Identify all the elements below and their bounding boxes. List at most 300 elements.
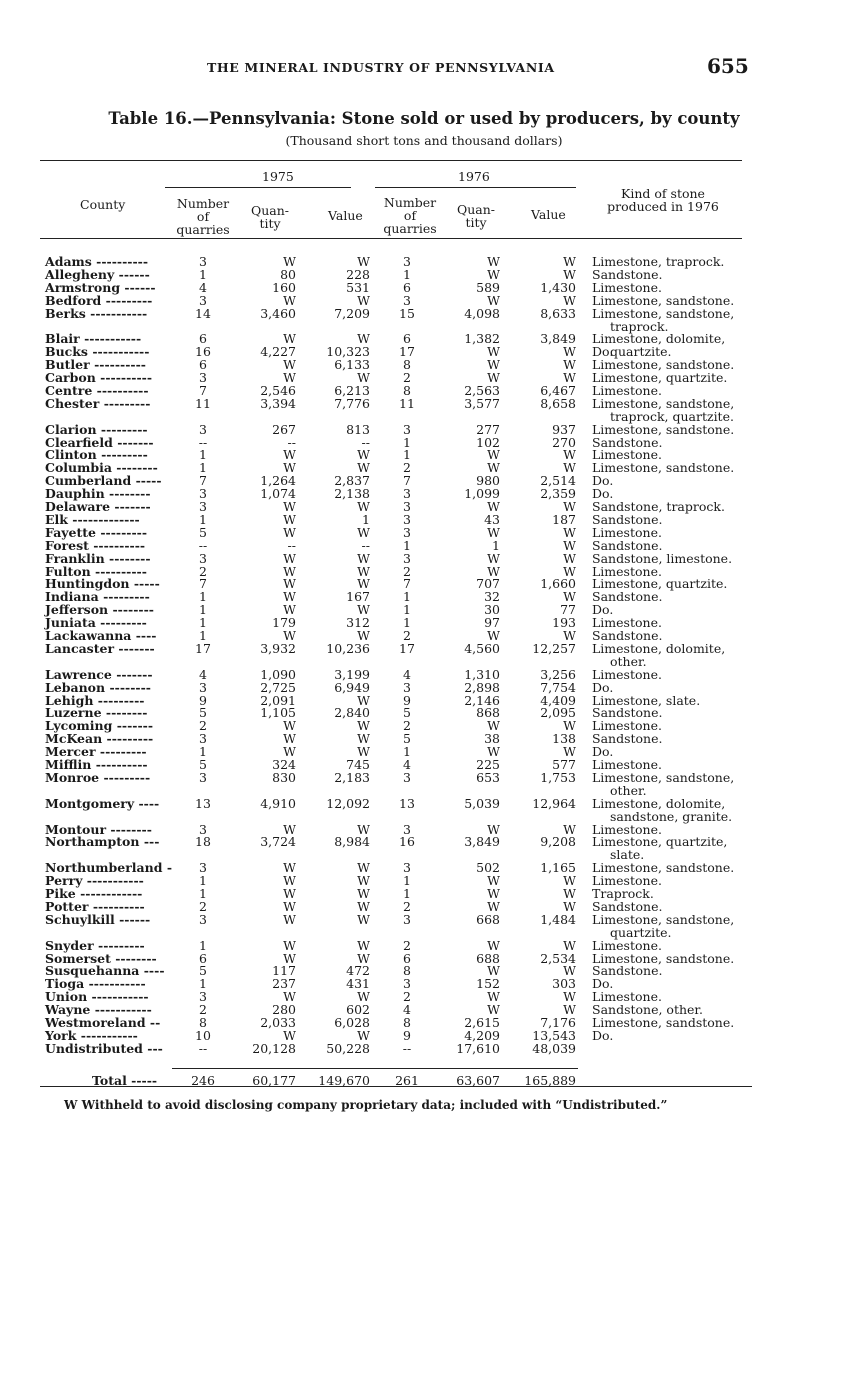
kind-cell: Limestone. — [592, 757, 662, 772]
value-1975-cell: W — [357, 628, 370, 643]
county-cell: Allegheny ------ — [45, 267, 150, 282]
county-cell: York ----------- — [45, 1028, 138, 1043]
value-1976-cell: W — [563, 963, 576, 978]
table-row — [0, 1042, 848, 1055]
kind-cell: Sandstone, other. — [592, 1002, 703, 1017]
quantity-1976-cell: 4,560 — [464, 641, 500, 656]
quarries-1976-cell: 2 — [403, 938, 411, 953]
quarries-1975-cell: 6 — [199, 951, 207, 966]
quarries-1976-cell: 1 — [403, 447, 411, 462]
value-1975-cell: 813 — [346, 422, 370, 437]
value-1975-cell: W — [357, 951, 370, 966]
value-1975-cell: W — [357, 499, 370, 514]
county-cell: Lehigh --------- — [45, 693, 145, 708]
county-cell: Forest ---------- — [45, 538, 146, 553]
value-1975-cell: W — [357, 1028, 370, 1043]
quantity-1976-cell: W — [487, 254, 500, 269]
kind-cell: Limestone, quartzite, — [592, 834, 728, 849]
value-1976-cell: W — [563, 254, 576, 269]
col-county: County — [80, 197, 126, 212]
value-1976-cell: 193 — [552, 615, 576, 630]
quarries-1976-cell: 9 — [403, 1028, 411, 1043]
county-cell: Fulton ---------- — [45, 564, 147, 579]
quantity-1975-cell: W — [283, 628, 296, 643]
quarries-1975-cell: 1 — [199, 447, 207, 462]
kind-cell: Limestone, dolomite, — [592, 641, 726, 656]
value-1976-cell: 2,359 — [540, 486, 576, 501]
county-cell: Chester --------- — [45, 396, 151, 411]
footnote: W Withheld to avoid disclosing company proprietary data; included with “Undistributed.” — [64, 1098, 668, 1112]
value-1976-cell: 303 — [552, 976, 576, 991]
quarries-1976-cell: 17 — [399, 641, 415, 656]
quantity-1975-cell: -- — [287, 538, 296, 553]
value-1976-cell: W — [563, 938, 576, 953]
quantity-1976-cell: 102 — [476, 435, 500, 450]
quantity-1976-cell: W — [487, 551, 500, 566]
table-row — [0, 306, 848, 334]
quantity-1975-cell: W — [283, 899, 296, 914]
quantity-1976-cell: 668 — [476, 912, 500, 927]
quantity-1976-cell: W — [487, 447, 500, 462]
rule-1976 — [375, 187, 576, 188]
value-1975-cell: 167 — [346, 589, 370, 604]
quantity-1975-cell: -- — [287, 435, 296, 450]
quantity-1975-cell: 117 — [272, 963, 296, 978]
county-cell: Northampton --- — [45, 834, 160, 849]
quarries-1975-cell: 1 — [199, 267, 207, 282]
quarries-1975-cell: 3 — [199, 989, 207, 1004]
quarries-1975-cell: 1 — [199, 873, 207, 888]
quantity-1976-cell: 38 — [484, 731, 500, 746]
kind-cell: Limestone. — [592, 667, 662, 682]
quarries-1976-cell: 3 — [403, 422, 411, 437]
value-1976-cell: 77 — [560, 602, 576, 617]
county-cell: Cumberland ----- — [45, 473, 162, 488]
kind-cell: Sandstone. — [592, 628, 663, 643]
quantity-1976-cell: 980 — [476, 473, 500, 488]
value-1975-cell: 6,949 — [334, 680, 370, 695]
county-cell: Butler ---------- — [45, 357, 146, 372]
quantity-1976-cell: W — [487, 267, 500, 282]
table-row — [0, 396, 848, 424]
value-1975-cell: 6,213 — [334, 383, 370, 398]
quantity-1975-cell: W — [283, 499, 296, 514]
quarries-1975-cell: 3 — [199, 822, 207, 837]
quarries-1975-cell: 1 — [199, 744, 207, 759]
quarries-1975-cell: 11 — [195, 396, 211, 411]
value-1975-cell: 431 — [346, 976, 370, 991]
quarries-1976-cell: 3 — [403, 680, 411, 695]
value-1975-cell: 8,984 — [334, 834, 370, 849]
total-quarries-1976: 261 — [395, 1073, 419, 1088]
quarries-1976-cell: 7 — [403, 473, 411, 488]
value-1975-cell: 7,776 — [334, 396, 370, 411]
total-quarries-1975: 246 — [191, 1073, 215, 1088]
total-value-1975: 149,670 — [318, 1073, 370, 1088]
quantity-1975-cell: W — [283, 370, 296, 385]
county-cell: Lackawanna ---- — [45, 628, 157, 643]
table-row — [0, 834, 848, 862]
kind-cell: Sandstone. — [592, 435, 663, 450]
value-1976-cell: 8,633 — [540, 306, 576, 321]
quantity-1976-cell: 2,146 — [464, 693, 500, 708]
value-1975-cell: 2,840 — [334, 705, 370, 720]
quarries-1975-cell: 10 — [195, 1028, 211, 1043]
value-1975-cell: W — [357, 873, 370, 888]
value-1975-cell: 228 — [346, 267, 370, 282]
col-value-1976: Value — [531, 207, 566, 222]
kind-cell: Sandstone. — [592, 538, 663, 553]
quantity-1976-cell: 4,098 — [464, 306, 500, 321]
col-kind: Kind of stone produced in 1976 — [607, 186, 719, 214]
kind-cell: Limestone, dolomite, — [592, 796, 726, 811]
quarries-1976-cell: 3 — [403, 486, 411, 501]
county-cell: Bucks ----------- — [45, 344, 150, 359]
quantity-1975-cell: W — [283, 551, 296, 566]
quantity-1975-cell: W — [283, 512, 296, 527]
quarries-1976-cell: 2 — [403, 718, 411, 733]
quantity-1976-cell: 3,849 — [464, 834, 500, 849]
county-cell: Bedford --------- — [45, 293, 153, 308]
quantity-1975-cell: W — [283, 860, 296, 875]
kind-cell-continued: other. — [610, 783, 647, 798]
value-1976-cell: 2,095 — [540, 705, 576, 720]
value-1976-cell: 3,849 — [540, 331, 576, 346]
value-1976-cell: 270 — [552, 435, 576, 450]
quantity-1976-cell: W — [487, 370, 500, 385]
value-1975-cell: W — [357, 912, 370, 927]
quantity-1975-cell: W — [283, 938, 296, 953]
quantity-1975-cell: 2,546 — [260, 383, 296, 398]
county-cell: Carbon ---------- — [45, 370, 153, 385]
value-1976-cell: W — [563, 564, 576, 579]
quantity-1975-cell: 1,105 — [260, 705, 296, 720]
quantity-1976-cell: 17,610 — [456, 1041, 500, 1056]
quantity-1976-cell: W — [487, 1002, 500, 1017]
quantity-1976-cell: 43 — [484, 512, 500, 527]
quantity-1975-cell: W — [283, 589, 296, 604]
quantity-1975-cell: W — [283, 718, 296, 733]
quantity-1976-cell: W — [487, 989, 500, 1004]
quantity-1975-cell: 3,394 — [260, 396, 296, 411]
quantity-1976-cell: 868 — [476, 705, 500, 720]
quantity-1975-cell: 1,074 — [260, 486, 296, 501]
kind-cell: Sandstone. — [592, 512, 663, 527]
quarries-1975-cell: 1 — [199, 938, 207, 953]
table-top-rule — [40, 160, 742, 161]
value-1976-cell: 13,543 — [532, 1028, 576, 1043]
value-1975-cell: 3,199 — [334, 667, 370, 682]
kind-cell: Do. — [592, 473, 614, 488]
value-1976-cell: W — [563, 551, 576, 566]
table-row — [0, 641, 848, 669]
kind-cell: Limestone, quartzite. — [592, 370, 728, 385]
quantity-1975-cell: 280 — [272, 1002, 296, 1017]
value-1976-cell: 1,165 — [540, 860, 576, 875]
value-1975-cell: 6,133 — [334, 357, 370, 372]
quantity-1975-cell: W — [283, 602, 296, 617]
county-cell: Clarion --------- — [45, 422, 148, 437]
quarries-1975-cell: 1 — [199, 628, 207, 643]
value-1976-cell: W — [563, 499, 576, 514]
quantity-1976-cell: 225 — [476, 757, 500, 772]
quarries-1976-cell: 2 — [403, 989, 411, 1004]
quarries-1975-cell: 9 — [199, 693, 207, 708]
value-1975-cell: 312 — [346, 615, 370, 630]
quantity-1975-cell: 4,910 — [260, 796, 296, 811]
kind-cell-continued: traprock, quartzite. — [610, 409, 734, 424]
quantity-1976-cell: W — [487, 357, 500, 372]
quarries-1976-cell: 1 — [403, 615, 411, 630]
value-1976-cell: W — [563, 267, 576, 282]
kind-cell-continued: other. — [610, 654, 647, 669]
kind-cell: Limestone. — [592, 873, 662, 888]
quarries-1976-cell: 1 — [403, 538, 411, 553]
value-1976-cell: 1,430 — [540, 280, 576, 295]
quantity-1976-cell: W — [487, 499, 500, 514]
county-cell: Lycoming ------- — [45, 718, 154, 733]
value-1976-cell: W — [563, 873, 576, 888]
value-1975-cell: W — [357, 602, 370, 617]
quantity-1976-cell: W — [487, 938, 500, 953]
county-cell: Schuylkill ------ — [45, 912, 151, 927]
value-1976-cell: W — [563, 525, 576, 540]
quantity-1975-cell: W — [283, 822, 296, 837]
value-1976-cell: W — [563, 899, 576, 914]
value-1976-cell: W — [563, 357, 576, 372]
kind-cell: Limestone. — [592, 564, 662, 579]
value-1975-cell: W — [357, 899, 370, 914]
quantity-1976-cell: 3,577 — [464, 396, 500, 411]
value-1976-cell: W — [563, 718, 576, 733]
quarries-1976-cell: 3 — [403, 770, 411, 785]
value-1975-cell: W — [357, 576, 370, 591]
quantity-1976-cell: 30 — [484, 602, 500, 617]
quarries-1975-cell: 3 — [199, 499, 207, 514]
county-cell: Union ----------- — [45, 989, 149, 1004]
kind-cell: Limestone. — [592, 615, 662, 630]
table-row — [0, 770, 848, 798]
value-1976-cell: 138 — [552, 731, 576, 746]
quarries-1976-cell: 1 — [403, 267, 411, 282]
value-1976-cell: W — [563, 293, 576, 308]
value-1976-cell: 2,534 — [540, 951, 576, 966]
quantity-1976-cell: 97 — [484, 615, 500, 630]
quarries-1976-cell: 8 — [403, 963, 411, 978]
kind-cell: Sandstone, traprock. — [592, 499, 725, 514]
quantity-1976-cell: W — [487, 899, 500, 914]
kind-cell: Limestone. — [592, 383, 662, 398]
quantity-1975-cell: W — [283, 254, 296, 269]
value-1976-cell: 187 — [552, 512, 576, 527]
value-1975-cell: W — [357, 551, 370, 566]
quarries-1975-cell: 4 — [199, 280, 207, 295]
quantity-1975-cell: W — [283, 331, 296, 346]
quarries-1976-cell: 3 — [403, 860, 411, 875]
value-1975-cell: W — [357, 447, 370, 462]
quarries-1975-cell: 5 — [199, 757, 207, 772]
quarries-1975-cell: 1 — [199, 976, 207, 991]
quantity-1975-cell: W — [283, 293, 296, 308]
kind-cell: Sandstone. — [592, 267, 663, 282]
quarries-1975-cell: 3 — [199, 680, 207, 695]
quantity-1975-cell: W — [283, 564, 296, 579]
col-year-1975: 1975 — [262, 169, 294, 184]
value-1975-cell: 602 — [346, 1002, 370, 1017]
quantity-1975-cell: 1,090 — [260, 667, 296, 682]
kind-cell: Limestone, traprock. — [592, 254, 725, 269]
value-1975-cell: W — [357, 293, 370, 308]
quantity-1975-cell: W — [283, 744, 296, 759]
kind-cell-continued: quartzite. — [610, 925, 672, 940]
quantity-1975-cell: W — [283, 951, 296, 966]
quantity-1975-cell: W — [283, 886, 296, 901]
quarries-1976-cell: 7 — [403, 576, 411, 591]
quarries-1975-cell: 1 — [199, 589, 207, 604]
quantity-1975-cell: 3,460 — [260, 306, 296, 321]
quantity-1975-cell: 324 — [272, 757, 296, 772]
quarries-1976-cell: 1 — [403, 744, 411, 759]
kind-cell-continued: sandstone, granite. — [610, 809, 733, 824]
quantity-1975-cell: W — [283, 873, 296, 888]
quarries-1976-cell: 4 — [403, 1002, 411, 1017]
value-1975-cell: 531 — [346, 280, 370, 295]
total-label: Total ----- — [92, 1073, 158, 1088]
value-1975-cell: 12,092 — [326, 796, 370, 811]
quarries-1976-cell: 1 — [403, 435, 411, 450]
county-cell: Mifflin ---------- — [45, 757, 148, 772]
quarries-1976-cell: 8 — [403, 1015, 411, 1030]
col-quarries-1976: Number of quarries — [383, 195, 437, 236]
quantity-1976-cell: 1 — [492, 538, 500, 553]
value-1975-cell: 2,183 — [334, 770, 370, 785]
quarries-1976-cell: 3 — [403, 912, 411, 927]
quarries-1976-cell: 17 — [399, 344, 415, 359]
quarries-1976-cell: 1 — [403, 886, 411, 901]
table-title: Table 16.—Pennsylvania: Stone sold or used by producers, by county — [108, 109, 740, 128]
quantity-1976-cell: W — [487, 744, 500, 759]
quantity-1975-cell: 2,725 — [260, 680, 296, 695]
value-1975-cell: 7,209 — [334, 306, 370, 321]
kind-cell: Limestone, sandstone, — [592, 770, 735, 785]
value-1975-cell: 1 — [362, 512, 370, 527]
quantity-1976-cell: W — [487, 822, 500, 837]
value-1975-cell: 10,323 — [326, 344, 370, 359]
total-quantity-1976: 63,607 — [456, 1073, 500, 1088]
quantity-1975-cell: W — [283, 525, 296, 540]
kind-cell: Limestone, sandstone, — [592, 306, 735, 321]
total-value-1976: 165,889 — [524, 1073, 576, 1088]
total-quantity-1975: 60,177 — [252, 1073, 296, 1088]
value-1976-cell: W — [563, 989, 576, 1004]
quarries-1975-cell: 16 — [195, 344, 211, 359]
quarries-1975-cell: 2 — [199, 718, 207, 733]
quantity-1976-cell: 4,209 — [464, 1028, 500, 1043]
county-cell: Tioga ----------- — [45, 976, 146, 991]
quantity-1975-cell: 179 — [272, 615, 296, 630]
quantity-1975-cell: 20,128 — [252, 1041, 296, 1056]
value-1976-cell: W — [563, 538, 576, 553]
quarries-1976-cell: 2 — [403, 460, 411, 475]
value-1976-cell: W — [563, 744, 576, 759]
county-cell: Clearfield ------- — [45, 435, 154, 450]
quantity-1975-cell: W — [283, 447, 296, 462]
value-1975-cell: W — [357, 822, 370, 837]
quantity-1975-cell: 3,932 — [260, 641, 296, 656]
quarries-1975-cell: 3 — [199, 731, 207, 746]
value-1976-cell: 4,409 — [540, 693, 576, 708]
value-1976-cell: W — [563, 370, 576, 385]
county-cell: Montgomery ---- — [45, 796, 160, 811]
kind-cell: Sandstone. — [592, 731, 663, 746]
value-1976-cell: W — [563, 589, 576, 604]
quantity-1975-cell: W — [283, 912, 296, 927]
quarries-1976-cell: 3 — [403, 822, 411, 837]
quarries-1976-cell: 3 — [403, 551, 411, 566]
value-1976-cell: W — [563, 344, 576, 359]
quarries-1975-cell: 7 — [199, 383, 207, 398]
quarries-1975-cell: 3 — [199, 422, 207, 437]
county-cell: Snyder --------- — [45, 938, 145, 953]
value-1976-cell: 48,039 — [532, 1041, 576, 1056]
quantity-1976-cell: W — [487, 886, 500, 901]
value-1976-cell: W — [563, 886, 576, 901]
kind-cell: Sandstone. — [592, 589, 663, 604]
quantity-1976-cell: W — [487, 344, 500, 359]
value-1976-cell: 1,753 — [540, 770, 576, 785]
value-1976-cell: 1,660 — [540, 576, 576, 591]
col-quantity-1976: Quan- tity — [456, 202, 496, 230]
quarries-1975-cell: 3 — [199, 912, 207, 927]
quarries-1976-cell: 6 — [403, 280, 411, 295]
quarries-1976-cell: -- — [402, 1041, 412, 1056]
kind-cell-continued: quartzite. — [610, 344, 672, 359]
quarries-1975-cell: 3 — [199, 551, 207, 566]
value-1976-cell: 1,484 — [540, 912, 576, 927]
county-cell: Franklin -------- — [45, 551, 151, 566]
county-cell: Huntingdon ----- — [45, 576, 160, 591]
value-1975-cell: W — [357, 989, 370, 1004]
quarries-1976-cell: 4 — [403, 667, 411, 682]
quarries-1976-cell: 9 — [403, 693, 411, 708]
quantity-1975-cell: 1,264 — [260, 473, 296, 488]
quantity-1975-cell: W — [283, 576, 296, 591]
quarries-1976-cell: 3 — [403, 976, 411, 991]
kind-cell: Limestone, quartzite. — [592, 576, 728, 591]
quarries-1976-cell: 15 — [399, 306, 415, 321]
quarries-1975-cell: 2 — [199, 899, 207, 914]
value-1975-cell: W — [357, 731, 370, 746]
county-cell: Armstrong ------ — [45, 280, 156, 295]
value-1975-cell: W — [357, 254, 370, 269]
quantity-1976-cell: 1,382 — [464, 331, 500, 346]
county-cell: Wayne ----------- — [45, 1002, 152, 1017]
quarries-1975-cell: 3 — [199, 486, 207, 501]
kind-cell: Limestone. — [592, 822, 662, 837]
value-1976-cell: W — [563, 628, 576, 643]
quarries-1976-cell: 3 — [403, 254, 411, 269]
quarries-1976-cell: 2 — [403, 628, 411, 643]
kind-cell: Sandstone, limestone. — [592, 551, 733, 566]
quantity-1976-cell: W — [487, 963, 500, 978]
kind-cell: Limestone, sandstone. — [592, 357, 735, 372]
value-1975-cell: W — [357, 744, 370, 759]
value-1976-cell: 12,964 — [532, 796, 576, 811]
value-1975-cell: 2,837 — [334, 473, 370, 488]
quarries-1975-cell: 18 — [195, 834, 211, 849]
value-1975-cell: 2,138 — [334, 486, 370, 501]
quarries-1976-cell: 2 — [403, 899, 411, 914]
